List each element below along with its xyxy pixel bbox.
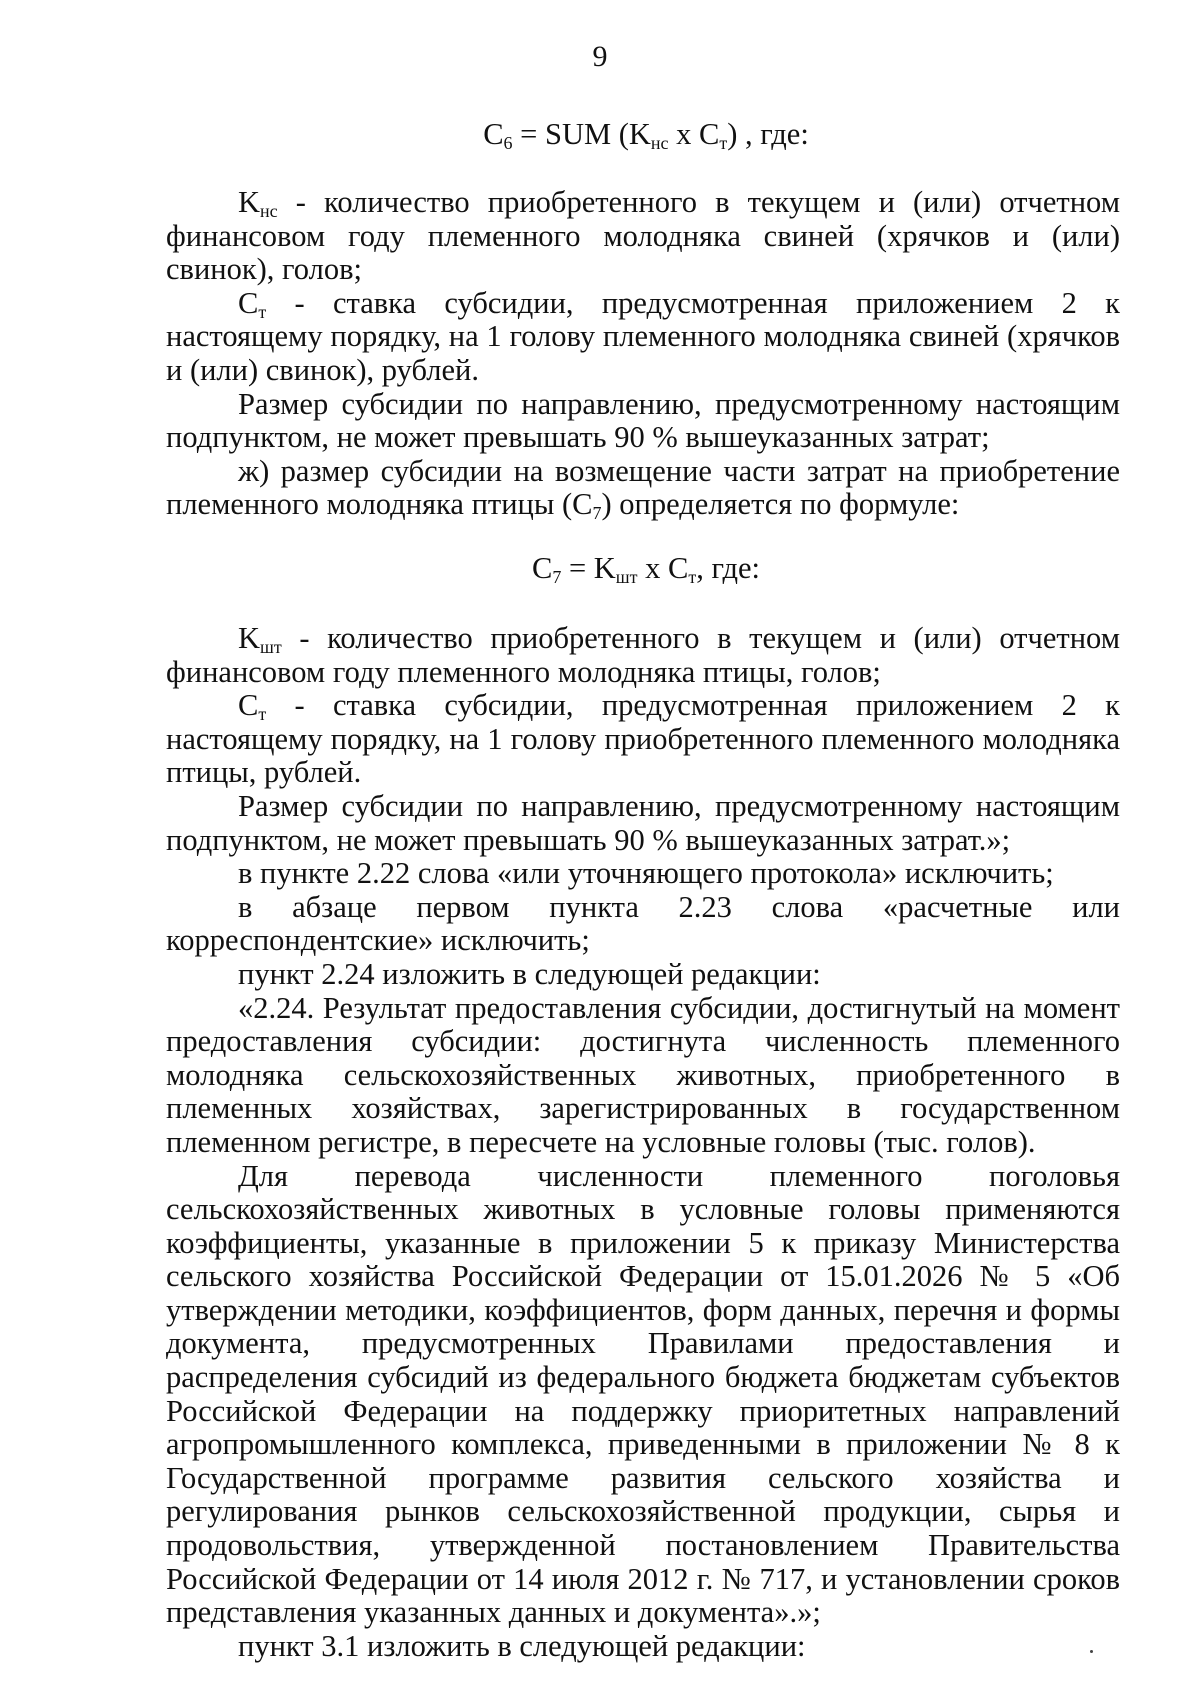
formula-c7: $C_7 = K_{шт}$ x $C_т$, где: [531, 551, 761, 587]
formula-c6-block [166, 118, 1120, 152]
ct-definition-1: $C_т$ - ставка субсидии, предусмотренная приложением 2 к настоящему порядку, на 1 голову племенного молодняка свиней (хрячков и (или) свинок), рублей. [166, 285, 1120, 387]
formula-c7-block [166, 552, 1120, 586]
paragraph-3-1-intro: пункт 3.1 изложить в следующей редакции: [238, 1628, 806, 1663]
paragraph-coefficients: Для перевода численности племенного поголовья сельскохозяйственных животных в условные головы применяются коэффициенты, указанные в приложении 5 к приказу Министерства сельского хозяйства Российской Федерации от 15.01.2026 № 5 «Об утверждении методики, коэффициентов, форм данных, перечня и формы документа, предусмотренных Правилами предоставления и распределения субсидий из федерального бюджета бюджетам субъектов Российской Федерации на поддержку приоритетных направлений агропромышленного комплекса, приведенными в приложении № 8 к Государственной программе развития сельского хозяйства и регулирования рынков сельскохозяйственной продукции, сырья и продовольствия, утвержденной постановлением Правительства Российской Федерации от 14 июля 2012 г. № 717, и установлении сроков представления указанных данных и документа».»; [166, 1158, 1120, 1630]
paragraph-zh: ж) размер субсидии на возмещение части затрат на приобретение племенного молодняка птицы $(C_7)$ определяется по формуле: [166, 453, 1120, 524]
paragraph-limit-1: Размер субсидии по направлению, предусмотренному настоящим подпунктом, не может превышать 90 % вышеуказанных затрат; [166, 386, 1120, 455]
paragraph-2-24-intro: пункт 2.24 изложить в следующей редакции: [238, 956, 821, 991]
text-block-2 [166, 622, 1120, 1663]
paragraph-2-23: в абзаце первом пункта 2.23 слова «расчетные или корреспондентские» исключить; [166, 889, 1120, 958]
scan-speck [1090, 1650, 1093, 1653]
ct-definition-2: $C_т$ - ставка субсидии, предусмотренная приложением 2 к настоящему порядку, на 1 голову приобретенного племенного молодняка птицы, рублей. [166, 688, 1120, 790]
text-block-1 [166, 186, 1120, 522]
ksht-definition: $K_{шт}$ - количество приобретенного в текущем и (или) отчетном финансовом году племенного молодняка птицы, голов; [166, 621, 1120, 689]
paragraph-2-24: «2.24. Результат предоставления субсидии, достигнутый на момент предоставления субсидии: достигнута численность племенного молодняка сельскохозяйственных животных, приобретенного в племенных хозяйствах, зарегистрированных в государственном племенном регистре, в пересчете на условные головы (тыс. голов). [166, 990, 1120, 1159]
formula-c6: $C_6$ = SUM ($K_{нс}$ x $C_т$) , где: [483, 117, 809, 153]
paragraph-limit-2: Размер субсидии по направлению, предусмотренному настоящим подпунктом, не может превышать 90 % вышеуказанных затрат.»; [166, 788, 1120, 857]
knc-definition: $K_{нс}$ - количество приобретенного в текущем и (или) отчетном финансовом году племенного молодняка свиней (хрячков и (или) свинок), голов; [166, 185, 1120, 287]
paragraph-2-22: в пункте 2.22 слова «или уточняющего протокола» исключить; [238, 856, 1054, 891]
page-number: 9 [592, 40, 608, 73]
